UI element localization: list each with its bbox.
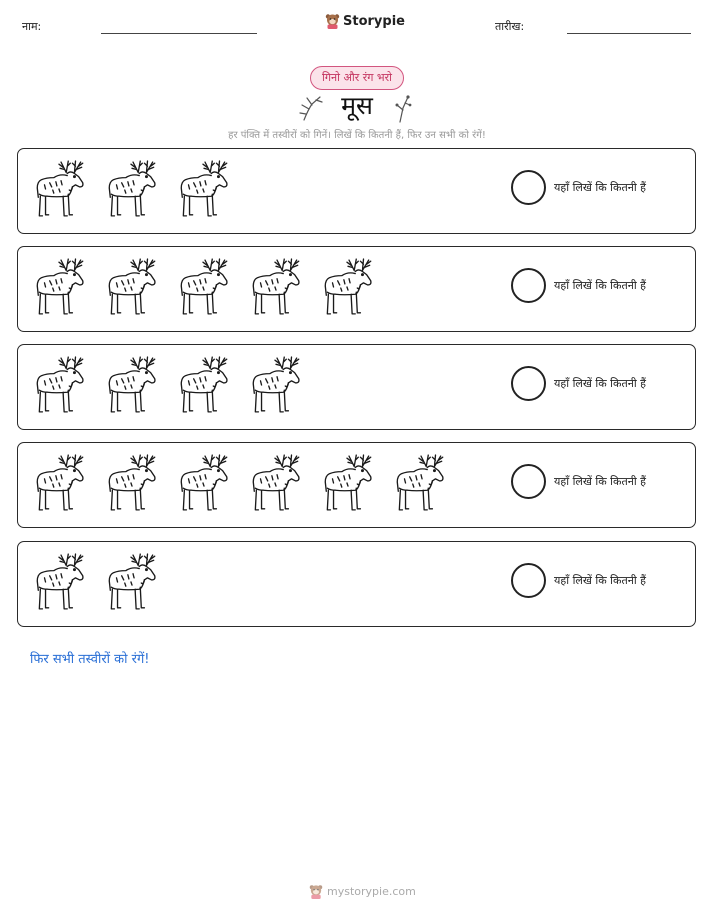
date-label: तारीख:	[495, 20, 525, 33]
answer-prompt: यहाँ लिखें कि कितनी हैं	[554, 377, 647, 390]
counting-row-2	[17, 246, 696, 332]
moose-icon	[389, 452, 451, 514]
answer-prompt: यहाँ लिखें कि कितनी हैं	[554, 475, 647, 488]
moose-icon	[29, 452, 91, 514]
answer-circle[interactable]	[511, 464, 546, 499]
moose-icon	[173, 452, 235, 514]
counting-row-3	[17, 344, 696, 430]
counting-row-4	[17, 442, 696, 528]
moose-icon	[101, 354, 163, 416]
name-label: नाम:	[22, 20, 42, 33]
date-field-line[interactable]	[567, 33, 691, 34]
answer-prompt: यहाँ लिखें कि कितनी हैं	[554, 574, 647, 587]
moose-icon	[101, 158, 163, 220]
moose-icon	[317, 452, 379, 514]
storypie-logo	[325, 13, 405, 29]
footer	[309, 884, 416, 899]
answer-prompt: यहाँ लिखें कि कितनी हैं	[554, 279, 647, 292]
moose-icon	[29, 256, 91, 318]
answer-circle[interactable]	[511, 170, 546, 205]
footer-url[interactable]: mystorypie.com	[327, 885, 416, 898]
moose-icon	[317, 256, 379, 318]
answer-prompt: यहाँ लिखें कि कितनी हैं	[554, 181, 647, 194]
moose-icon	[173, 256, 235, 318]
answer-circle[interactable]	[511, 268, 546, 303]
answer-circle[interactable]	[511, 563, 546, 598]
worksheet-title: मूस	[341, 91, 373, 120]
footer-note: फिर सभी तस्वीरों को रंगें!	[30, 652, 150, 667]
twig-icon	[392, 93, 414, 123]
moose-icon	[101, 452, 163, 514]
counting-row-1	[17, 148, 696, 234]
storypie-mascot-icon	[325, 13, 340, 29]
moose-icon	[101, 551, 163, 613]
moose-icon	[29, 551, 91, 613]
moose-icon	[245, 256, 307, 318]
brand-name: Storypie	[343, 13, 405, 29]
counting-row-5	[17, 541, 696, 627]
moose-icon	[29, 158, 91, 220]
moose-icon	[101, 256, 163, 318]
instructions: हर पंक्ति में तस्वीरों को गिनें। लिखें कि कितनी हैं, फिर उन सभी को रंगें!	[228, 130, 486, 141]
worksheet-tag: गिनो और रंग भरो	[310, 66, 404, 90]
moose-icon	[245, 452, 307, 514]
storypie-mascot-icon	[309, 884, 323, 899]
moose-icon	[173, 158, 235, 220]
moose-icon	[173, 354, 235, 416]
moose-icon	[245, 354, 307, 416]
name-field-line[interactable]	[101, 33, 257, 34]
answer-circle[interactable]	[511, 366, 546, 401]
moose-icon	[29, 354, 91, 416]
